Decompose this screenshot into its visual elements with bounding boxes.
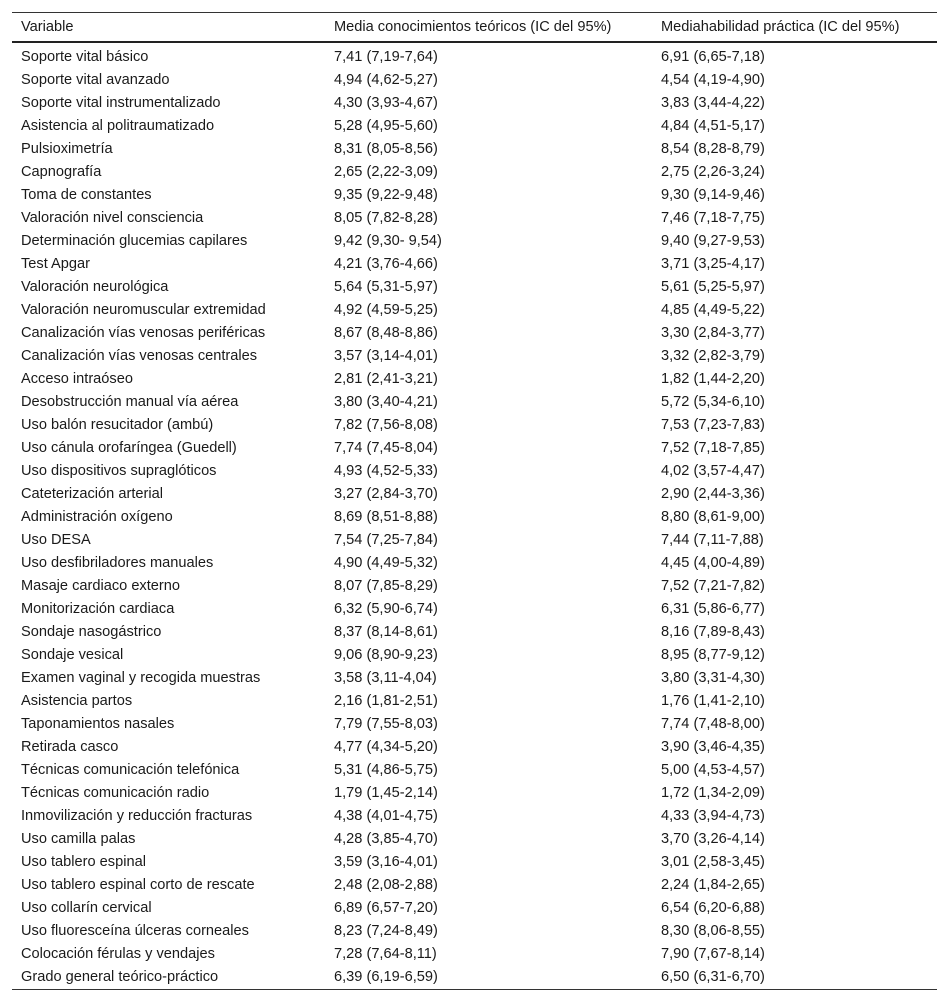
cell-variable: Uso DESA (21, 532, 91, 548)
table-row (12, 253, 937, 276)
cell-theory-mean: 2,48 (2,08-2,88) (334, 877, 438, 893)
cell-theory-mean: 3,59 (3,16-4,01) (334, 854, 438, 870)
table-row (12, 621, 937, 644)
cell-variable: Taponamientos nasales (21, 716, 175, 732)
cell-practice-mean: 6,50 (6,31-6,70) (652, 966, 937, 990)
table-row (12, 506, 937, 529)
cell-theory-mean: 8,23 (7,24-8,49) (334, 923, 438, 939)
table-header (12, 13, 937, 43)
cell-variable: Desobstrucción manual vía aérea (21, 394, 239, 410)
header-theory-mean: Media conocimientos teóricos (IC del 95%) (334, 19, 612, 35)
cell-theory-mean: 4,38 (4,01-4,75) (334, 808, 438, 824)
table-row (12, 42, 937, 69)
table-row (12, 460, 937, 483)
cell-variable: Asistencia al politraumatizado (21, 118, 215, 134)
cell-theory-mean: 4,92 (4,59-5,25) (334, 302, 438, 318)
cell-practice-mean: 4,45 (4,00-4,89) (661, 555, 765, 571)
cell-variable: Test Apgar (21, 256, 90, 272)
cell-practice-mean: 8,16 (7,89-8,43) (661, 624, 765, 640)
results-table (12, 12, 937, 990)
cell-practice-mean: 7,52 (7,18-7,85) (661, 440, 765, 456)
table-row (12, 943, 937, 966)
cell-theory-mean: 4,30 (3,93-4,67) (334, 95, 438, 111)
cell-practice-mean: 4,54 (4,19-4,90) (661, 72, 765, 88)
table-row (12, 782, 937, 805)
table-row (12, 138, 937, 161)
table-row (12, 345, 937, 368)
cell-practice-mean: 3,90 (3,46-4,35) (661, 739, 765, 755)
cell-theory-mean: 7,28 (7,64-8,11) (334, 946, 437, 962)
cell-theory-mean: 3,57 (3,14-4,01) (334, 348, 438, 364)
cell-practice-mean: 7,74 (7,48-8,00) (661, 716, 765, 732)
cell-theory-mean: 8,37 (8,14-8,61) (334, 624, 438, 640)
table-row (12, 299, 937, 322)
cell-variable: Uso camilla palas (21, 831, 136, 847)
cell-practice-mean: 6,91 (6,65-7,18) (661, 49, 765, 65)
cell-variable: Valoración neurológica (21, 279, 169, 295)
table-row (12, 276, 937, 299)
cell-variable: Técnicas comunicación radio (21, 785, 210, 801)
table-row (12, 483, 937, 506)
cell-variable: Uso tablero espinal corto de rescate (21, 877, 255, 893)
cell-practice-mean: 5,72 (5,34-6,10) (661, 394, 765, 410)
table-row (12, 736, 937, 759)
cell-practice-mean: 2,75 (2,26-3,24) (661, 164, 765, 180)
cell-theory-mean: 2,65 (2,22-3,09) (334, 164, 438, 180)
table-row (12, 828, 937, 851)
cell-theory-mean: 7,79 (7,55-8,03) (334, 716, 438, 732)
cell-practice-mean: 8,54 (8,28-8,79) (661, 141, 765, 157)
cell-variable: Acceso intraóseo (21, 371, 133, 387)
cell-theory-mean: 9,42 (9,30- 9,54) (334, 233, 442, 249)
cell-theory-mean: 5,31 (4,86-5,75) (334, 762, 438, 778)
table-row (12, 414, 937, 437)
cell-theory-mean: 4,28 (3,85-4,70) (334, 831, 438, 847)
cell-theory-mean: 2,16 (1,81-2,51) (334, 693, 438, 709)
cell-theory-mean: 3,80 (3,40-4,21) (334, 394, 438, 410)
cell-practice-mean: 3,71 (3,25-4,17) (661, 256, 765, 272)
cell-theory-mean: 4,90 (4,49-5,32) (334, 555, 438, 571)
cell-practice-mean: 3,70 (3,26-4,14) (661, 831, 765, 847)
cell-practice-mean: 1,82 (1,44-2,20) (661, 371, 765, 387)
table-row (12, 437, 937, 460)
table-row (12, 92, 937, 115)
results-table-container (12, 12, 937, 990)
cell-practice-mean: 7,90 (7,67-8,14) (661, 946, 765, 962)
cell-practice-mean: 9,40 (9,27-9,53) (661, 233, 765, 249)
table-row (12, 368, 937, 391)
cell-practice-mean: 6,54 (6,20-6,88) (661, 900, 765, 916)
cell-theory-mean: 7,82 (7,56-8,08) (334, 417, 438, 433)
cell-variable: Canalización vías venosas periféricas (21, 325, 266, 341)
cell-variable: Inmovilización y reducción fracturas (21, 808, 253, 824)
cell-practice-mean: 5,00 (4,53-4,57) (661, 762, 765, 778)
cell-practice-mean: 8,95 (8,77-9,12) (661, 647, 765, 663)
cell-theory-mean: 1,79 (1,45-2,14) (334, 785, 438, 801)
cell-theory-mean: 8,69 (8,51-8,88) (334, 509, 438, 525)
table-row (12, 529, 937, 552)
cell-practice-mean: 1,72 (1,34-2,09) (661, 785, 765, 801)
cell-variable: Retirada casco (21, 739, 119, 755)
table-row (12, 851, 937, 874)
table-row (12, 322, 937, 345)
table-row (12, 391, 937, 414)
table-row (12, 805, 937, 828)
cell-variable: Determinación glucemias capilares (21, 233, 248, 249)
cell-practice-mean: 4,33 (3,94-4,73) (661, 808, 765, 824)
cell-variable: Administración oxígeno (21, 509, 173, 525)
cell-theory-mean: 4,94 (4,62-5,27) (334, 72, 438, 88)
table-row (12, 920, 937, 943)
cell-variable: Uso collarín cervical (21, 900, 152, 916)
cell-theory-mean: 8,67 (8,48-8,86) (334, 325, 438, 341)
cell-variable: Técnicas comunicación telefónica (21, 762, 240, 778)
cell-practice-mean: 3,32 (2,82-3,79) (661, 348, 765, 364)
table-body (12, 42, 937, 990)
table-row (12, 690, 937, 713)
cell-variable: Toma de constantes (21, 187, 152, 203)
cell-theory-mean: 8,05 (7,82-8,28) (334, 210, 438, 226)
cell-theory-mean: 4,77 (4,34-5,20) (334, 739, 438, 755)
cell-variable: Grado general teórico-práctico (12, 966, 325, 990)
cell-theory-mean: 8,07 (7,85-8,29) (334, 578, 438, 594)
table-row (12, 552, 937, 575)
cell-variable: Uso dispositivos supraglóticos (21, 463, 217, 479)
cell-practice-mean: 7,46 (7,18-7,75) (661, 210, 765, 226)
cell-variable: Examen vaginal y recogida muestras (21, 670, 261, 686)
table-row (12, 575, 937, 598)
header-practice-mean: Mediahabilidad práctica (IC del 95%) (661, 19, 900, 35)
table-row (12, 874, 937, 897)
cell-theory-mean: 2,81 (2,41-3,21) (334, 371, 438, 387)
table-row (12, 966, 937, 990)
table-row (12, 667, 937, 690)
cell-practice-mean: 9,30 (9,14-9,46) (661, 187, 765, 203)
cell-variable: Cateterización arterial (21, 486, 163, 502)
cell-theory-mean: 4,93 (4,52-5,33) (334, 463, 438, 479)
cell-variable: Sondaje vesical (21, 647, 124, 663)
cell-variable: Soporte vital instrumentalizado (21, 95, 221, 111)
cell-practice-mean: 3,30 (2,84-3,77) (661, 325, 765, 341)
header-variable: Variable (21, 19, 74, 35)
table-row (12, 230, 937, 253)
cell-practice-mean: 6,31 (5,86-6,77) (661, 601, 765, 617)
cell-practice-mean: 3,01 (2,58-3,45) (661, 854, 765, 870)
cell-practice-mean: 7,52 (7,21-7,82) (661, 578, 765, 594)
cell-variable: Uso desfibriladores manuales (21, 555, 214, 571)
cell-variable: Uso cánula orofaríngea (Guedell) (21, 440, 237, 456)
cell-practice-mean: 5,61 (5,25-5,97) (661, 279, 765, 295)
cell-variable: Uso tablero espinal (21, 854, 146, 870)
cell-practice-mean: 7,53 (7,23-7,83) (661, 417, 765, 433)
cell-practice-mean: 8,30 (8,06-8,55) (661, 923, 765, 939)
table-row (12, 115, 937, 138)
cell-theory-mean: 8,31 (8,05-8,56) (334, 141, 438, 157)
table-row (12, 207, 937, 230)
header-row (12, 13, 937, 43)
table-row (12, 161, 937, 184)
cell-variable: Soporte vital avanzado (21, 72, 170, 88)
cell-practice-mean: 1,76 (1,41-2,10) (661, 693, 765, 709)
cell-practice-mean: 7,44 (7,11-7,88) (661, 532, 764, 548)
cell-practice-mean: 2,90 (2,44-3,36) (661, 486, 765, 502)
cell-theory-mean: 3,58 (3,11-4,04) (334, 670, 437, 686)
cell-variable: Valoración nivel consciencia (21, 210, 204, 226)
cell-variable: Colocación férulas y vendajes (21, 946, 215, 962)
cell-theory-mean: 9,35 (9,22-9,48) (334, 187, 438, 203)
cell-practice-mean: 2,24 (1,84-2,65) (661, 877, 765, 893)
cell-variable: Uso balón resucitador (ambú) (21, 417, 214, 433)
cell-variable: Monitorización cardiaca (21, 601, 175, 617)
table-row (12, 897, 937, 920)
table-row (12, 598, 937, 621)
cell-variable: Masaje cardiaco externo (21, 578, 180, 594)
cell-practice-mean: 4,02 (3,57-4,47) (661, 463, 765, 479)
cell-theory-mean: 9,06 (8,90-9,23) (334, 647, 438, 663)
table-row (12, 644, 937, 667)
table-row (12, 69, 937, 92)
cell-variable: Asistencia partos (21, 693, 133, 709)
cell-variable: Soporte vital básico (21, 49, 149, 65)
cell-variable: Valoración neuromuscular extremidad (21, 302, 266, 318)
cell-theory-mean: 7,41 (7,19-7,64) (334, 49, 438, 65)
cell-practice-mean: 4,85 (4,49-5,22) (661, 302, 765, 318)
cell-theory-mean: 7,54 (7,25-7,84) (334, 532, 438, 548)
cell-theory-mean: 6,89 (6,57-7,20) (334, 900, 438, 916)
cell-variable: Sondaje nasogástrico (21, 624, 162, 640)
cell-theory-mean: 3,27 (2,84-3,70) (334, 486, 438, 502)
cell-practice-mean: 4,84 (4,51-5,17) (661, 118, 765, 134)
cell-theory-mean: 6,32 (5,90-6,74) (334, 601, 438, 617)
cell-variable: Uso fluoresceína úlceras corneales (21, 923, 249, 939)
cell-practice-mean: 3,80 (3,31-4,30) (661, 670, 765, 686)
cell-theory-mean: 6,39 (6,19-6,59) (325, 966, 652, 990)
cell-variable: Capnografía (21, 164, 102, 180)
cell-theory-mean: 5,28 (4,95-5,60) (334, 118, 438, 134)
table-row (12, 184, 937, 207)
cell-practice-mean: 8,80 (8,61-9,00) (661, 509, 765, 525)
cell-variable: Pulsioximetría (21, 141, 113, 157)
table-row (12, 713, 937, 736)
cell-theory-mean: 7,74 (7,45-8,04) (334, 440, 438, 456)
cell-variable: Canalización vías venosas centrales (21, 348, 258, 364)
cell-theory-mean: 4,21 (3,76-4,66) (334, 256, 438, 272)
cell-theory-mean: 5,64 (5,31-5,97) (334, 279, 438, 295)
table-row (12, 759, 937, 782)
cell-practice-mean: 3,83 (3,44-4,22) (661, 95, 765, 111)
